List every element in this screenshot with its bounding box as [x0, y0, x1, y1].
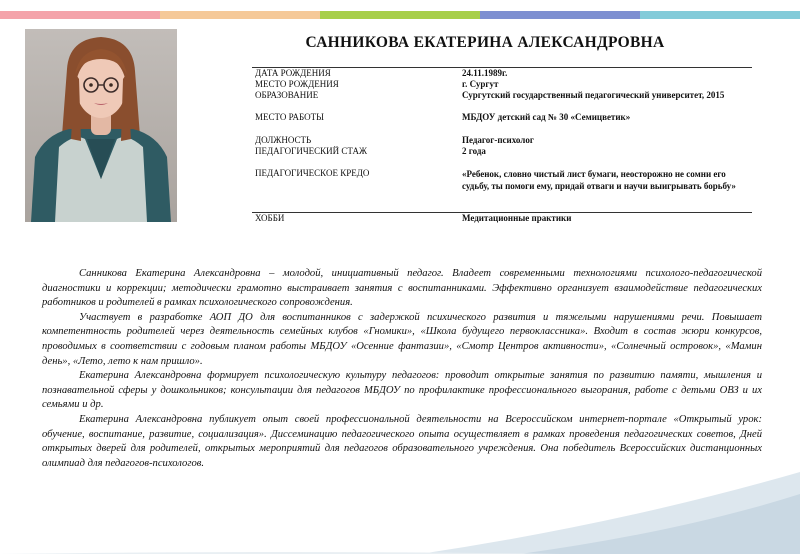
field-value: МБДОУ детский сад № 30 «Семицветик»: [462, 112, 631, 122]
bio-paragraph: Екатерина Александровна публикует опыт своей профессиональной деятельности на Всероссийском интернет-портале «Открытый урок: обучение, воспитание, развитие, социализация». Диссеминацию педагогического опыта осуществляет в рамках проведения педагогических советов, Дней открытых дверей для родителей, открытых мероприятий для педагогов образовательного учреждения. Она победитель Всероссийских дистанционных олимпиад для педагогов-психологов.: [42, 413, 762, 469]
field-label: ХОББИ: [255, 213, 285, 223]
field-label: МЕСТО РОЖДЕНИЯ: [255, 79, 339, 89]
field-value: Педагог-психолог: [462, 135, 534, 145]
top-color-bar: [0, 11, 800, 19]
color-bar-segment-green: [320, 11, 480, 19]
field-label: ПЕДАГОГИЧЕСКИЙ СТАЖ: [255, 146, 368, 156]
person-name-heading: САННИКОВА ЕКАТЕРИНА АЛЕКСАНДРОВНА: [305, 34, 665, 51]
field-value: Медитационные практики: [462, 213, 572, 223]
bio-paragraph: Санникова Екатерина Александровна – молодой, инициативный педагог. Владеет современными технологиями психолого-педагогической диагностики и коррекции; методически грамотно выстраивает занятия с воспитанниками. Эффективно организует взаимодействие педагогических работников и родителей в рамках психологического сопровождения.: [42, 268, 762, 309]
field-label: ОБРАЗОВАНИЕ: [255, 90, 319, 100]
field-label: ПЕДАГОГИЧЕСКОЕ КРЕДО: [255, 168, 370, 178]
color-bar-segment-pink: [0, 11, 160, 19]
biography-text: [42, 267, 762, 471]
portrait-illustration: [25, 29, 177, 222]
field-label: ДОЛЖНОСТЬ: [255, 135, 312, 145]
field-value: 24.11.1989г.: [462, 68, 508, 78]
portrait-photo: [25, 29, 177, 222]
color-bar-segment-peach: [160, 11, 320, 19]
color-bar-segment-cyan: [640, 11, 800, 19]
field-label: ДАТА РОЖДЕНИЯ: [255, 68, 331, 78]
field-value: 2 года: [462, 146, 486, 156]
bio-paragraph: Екатерина Александровна формирует психологическую культуру педагогов: проводит открытые занятия по развитию памяти, мышления и познавательной сферы у дошкольников; консультации для педагогов МБДОУ по профилактике профессионального выгорания, работе с детьми ОВЗ и их семьями и др.: [42, 370, 762, 411]
field-label: МЕСТО РАБОТЫ: [255, 112, 324, 122]
decorative-swoosh: [0, 454, 800, 554]
field-value: «Ребенок, словно чистый лист бумаги, неосторожно не сомни его судьбу, ты помоги ему, придай отваги и научи выигрывать борьбу»: [462, 169, 736, 191]
bio-paragraph: Участвует в разработке АОП ДО для воспитанников с задержкой психического развития и тяжелыми нарушениями речи. Повышает компетентность родителей через деятельность семейных клубов «Гномики», «Школа будущего первоклассника». Входит в состав жюри конкурсов, проводимых в соответствии с годовым планом работы МБДОУ «Осенние фантазии», «Смотр Центров активности», «Солнечный островок», «Мамин день», «Лето, лето к нам пришло».: [42, 311, 762, 367]
field-value: г. Сургут: [462, 79, 499, 89]
field-value: Сургутский государственный педагогический университет, 2015: [462, 90, 725, 100]
color-bar-segment-blue: [480, 11, 640, 19]
